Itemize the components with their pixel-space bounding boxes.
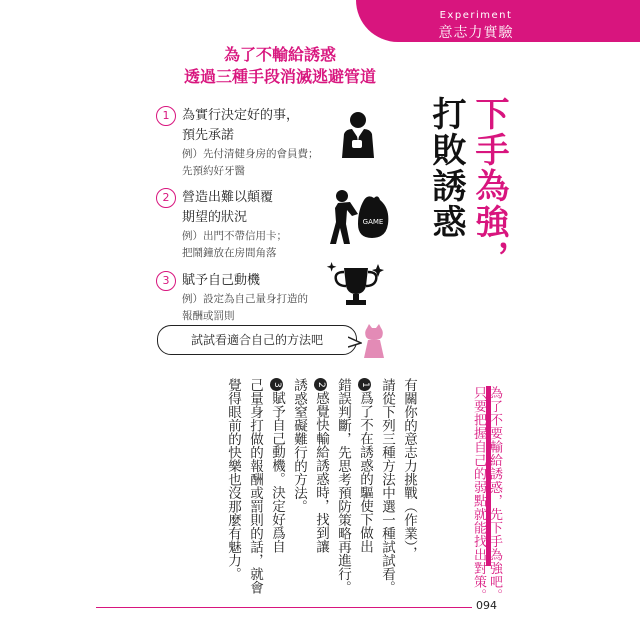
number-1-badge: 1 xyxy=(358,378,371,391)
chapter-tab-title: 意志力實驗 xyxy=(438,25,514,41)
speech-bubble-tail xyxy=(348,335,362,349)
step-3-example-line2: 報酬或罰則 xyxy=(182,310,235,322)
body-col-3: 1爲了不在誘惑的驅使下做出 xyxy=(354,378,376,613)
game-bag-label: GAME xyxy=(362,218,384,226)
page-number: 094 xyxy=(476,599,497,612)
body-col-6: 誘惑窒礙難行的方法。 xyxy=(291,378,307,513)
step-1-title-line2: 預先承諾 xyxy=(182,128,235,143)
step-3-title-line1: 賦予自己動機 xyxy=(182,273,261,288)
step-1-example-line2: 先預約好牙醫 xyxy=(182,165,245,177)
step-1-title-line1: 為實行決定好的事， xyxy=(182,108,300,123)
step-2-example-line2: 把鬧鐘放在房間角落 xyxy=(182,247,277,259)
body-col-5: 2感覺快輸給誘惑時，找到讓 xyxy=(310,378,332,613)
speech-bubble: 試試看適合自己的方法吧 xyxy=(157,325,357,355)
page-heading-line1: 為了不輸給誘惑 xyxy=(223,45,336,64)
step-2-example-line1: 例）出門不帶信用卡； xyxy=(182,230,287,242)
trophy-icon xyxy=(326,262,388,310)
pink-cat-mascot xyxy=(362,324,386,358)
body-col-4: 錯誤判斷，先思考預防策略再進行。 xyxy=(335,378,351,594)
step-3-number: 3 xyxy=(156,271,176,291)
step-2-number: 2 xyxy=(156,188,176,208)
chapter-tab-label: Experiment xyxy=(439,10,513,21)
page-heading xyxy=(160,44,400,88)
businessman-icon xyxy=(338,110,378,160)
step-1-number: 1 xyxy=(156,106,176,126)
vertical-title-black: 打敗誘惑 xyxy=(426,96,466,240)
side-note-line1: 為了不要輸給誘惑，先下手為強吧。 xyxy=(487,386,502,602)
body-text xyxy=(222,378,420,613)
body-col-2: 請從下列三種方法中選一種試試看。 xyxy=(379,378,395,594)
body-col-7: 3賦予自己動機。決定好爲自 xyxy=(266,378,288,613)
page-heading-line2: 透過三種手段消滅逃避管道 xyxy=(183,67,376,86)
number-3-badge: 3 xyxy=(270,378,283,391)
step-3-example-line1: 例）設定為自己量身打造的 xyxy=(182,293,308,305)
person-carrying-game-bag-icon xyxy=(328,188,390,246)
footer-rule xyxy=(96,607,472,608)
body-col-9: 覺得眼前的快樂也沒那麼有魅力。 xyxy=(225,378,241,581)
step-2-title-line2: 期望的狀況 xyxy=(182,210,248,225)
vertical-title-pink: 下手為強， xyxy=(469,96,509,276)
side-note-line2: 只要把握自己的弱點就能找出對策。 xyxy=(471,386,486,602)
body-col-8: 己量身打做的報酬或罰則的話，就會 xyxy=(247,378,263,594)
body-col-1: 有關你的意志力挑戰（作業）， xyxy=(401,378,417,561)
step-2-title-line1: 營造出難以顛覆 xyxy=(182,190,274,205)
side-note xyxy=(470,386,502,602)
step-1-example-line1: 例）先付清健身房的會員費； xyxy=(182,148,319,160)
number-2-badge: 2 xyxy=(314,378,327,391)
